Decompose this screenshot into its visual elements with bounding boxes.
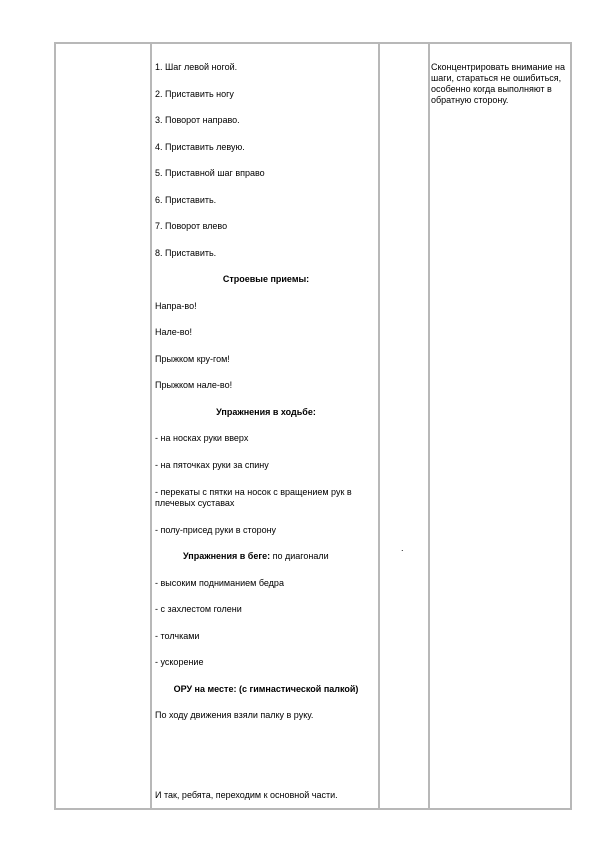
walk-item: - перекаты с пятки на носок с вращением рук в плечевых суставах [155, 487, 352, 508]
run-item: - толчками [155, 631, 200, 641]
step-item: 4. Приставить левую. [155, 142, 245, 152]
middle-column-mark: . [401, 543, 404, 553]
walk-item: - на носках руки вверх [155, 433, 249, 443]
transition-line: И так, ребята, переходим к основной части. [155, 790, 338, 800]
teacher-note: Сконцентрировать внимание на шаги, стараться не ошибиться, особенно когда выполняют в обратную сторону. [431, 62, 565, 105]
run-heading-rest: по диагонали [270, 551, 329, 561]
command-item: Прыжком нале-во! [155, 380, 233, 390]
step-item: 7. Поворот влево [155, 221, 228, 231]
command-item: Прыжком кру-гом! [155, 354, 230, 364]
drill-heading: Строевые приемы: [222, 274, 310, 284]
step-item: 3. Поворот направо. [155, 115, 240, 125]
walk-item: - полу-присед руки в сторону [155, 525, 277, 535]
step-item: 5. Приставной шаг вправо [155, 168, 265, 178]
column-divider [150, 42, 152, 810]
command-item: Напра-во! [155, 301, 197, 311]
oru-heading: ОРУ на месте: (с гимнастической палкой) [173, 684, 359, 694]
run-item: - ускорение [155, 657, 204, 667]
teacher-note-cell [431, 62, 571, 106]
run-item: - высоким подниманием бедра [155, 578, 284, 588]
step-item: 6. Приставить. [155, 195, 217, 205]
walk-heading: Упражнения в ходьбе: [216, 407, 316, 417]
column-divider [378, 42, 380, 810]
step-item: 8. Приставить. [155, 248, 217, 258]
walk-item: - на пяточках руки за спину [155, 460, 269, 470]
stick-instruction: По ходу движения взяли палку в руку. [155, 710, 314, 720]
command-item: Нале-во! [155, 327, 192, 337]
run-heading [183, 551, 329, 562]
step-item: 1. Шаг левой ногой. [155, 62, 238, 72]
run-item: - с захлестом голени [155, 604, 242, 614]
column-divider [428, 42, 430, 810]
step-item: 2. Приставить ногу [155, 89, 234, 99]
run-heading-bold: Упражнения в беге: [183, 551, 271, 561]
